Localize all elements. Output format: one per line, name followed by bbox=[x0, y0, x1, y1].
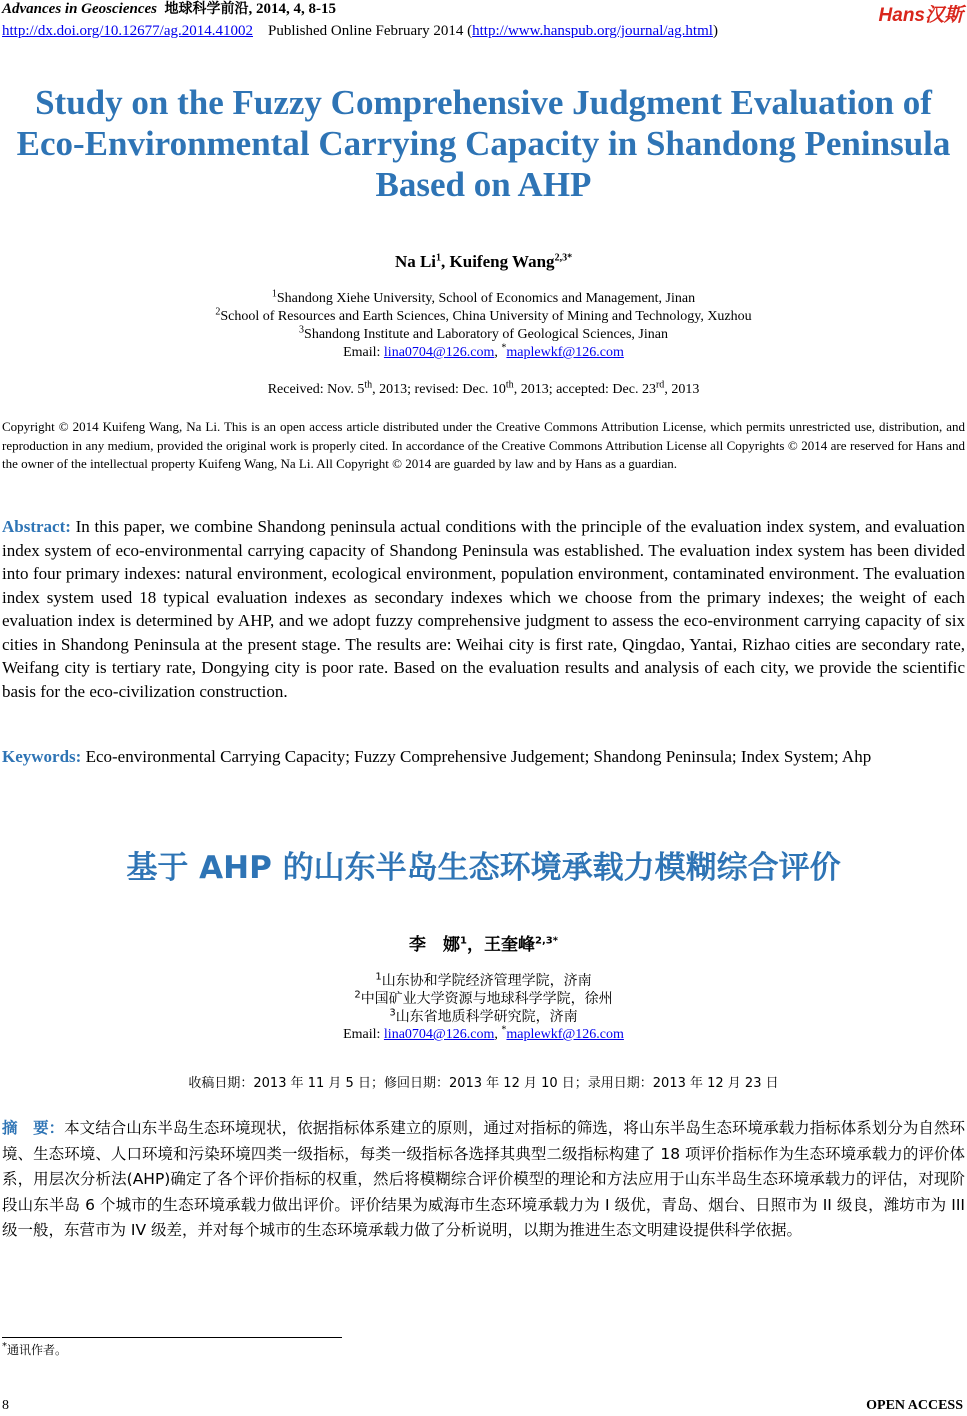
journal-url-link[interactable]: http://www.hanspub.org/journal/ag.html bbox=[472, 23, 713, 39]
title-line: Based on AHP bbox=[375, 165, 592, 204]
authors-en bbox=[0, 252, 967, 272]
copyright-notice: Copyright © 2014 Kuifeng Wang, Na Li. This is an open access article distributed under the Creative Commons Attribution License, which permits unrestricted use, distribution, and reproduction in any medium, provided the original work is properly cited. In accordance of the Creative Commons Attribution License all Copyrights © 2014 are reserved for Hans and the owner of the intellectual property Kuifeng Wang, Na Li. All Copyright © 2014 are guarded by law and by Hans as a guardian. bbox=[2, 419, 965, 471]
header-links bbox=[2, 22, 718, 41]
affiliation-sup: 1 bbox=[271, 288, 277, 300]
email-link-1[interactable]: lina0704@126.com bbox=[383, 1027, 495, 1042]
author-sup: 2,3* bbox=[554, 252, 573, 264]
author-sup: 1 bbox=[460, 935, 467, 947]
affiliation-sup: 2 bbox=[354, 989, 361, 1001]
keywords-text: Eco-environmental Carrying Capacity; Fuzzy Comprehensive Judgement; Shandong Peninsula; Index System; Ahp bbox=[85, 747, 872, 766]
email-separator: , bbox=[494, 345, 502, 360]
received-part: , 2013 bbox=[664, 382, 700, 397]
affiliation bbox=[0, 326, 967, 344]
affiliation-text: 山东省地质科学研究院，济南 bbox=[395, 1009, 578, 1025]
author-separator: , bbox=[441, 252, 450, 271]
received-part: , 2013; revised: Dec. 10 bbox=[372, 382, 506, 397]
affiliation-text: 中国矿业大学资源与地球科学学院，徐州 bbox=[360, 991, 613, 1007]
title-line: Study on the Fuzzy Comprehensive Judgment Evaluation of bbox=[35, 83, 932, 122]
affiliation bbox=[0, 290, 967, 308]
abstract-cn bbox=[2, 1116, 965, 1244]
footnote bbox=[2, 1341, 67, 1358]
footnote-text: 通讯作者。 bbox=[7, 1343, 68, 1357]
date-suffix: th bbox=[364, 379, 373, 391]
doi-link[interactable]: http://dx.doi.org/10.12677/ag.2014.41002 bbox=[2, 23, 253, 39]
author-separator: ， bbox=[467, 935, 484, 955]
open-access-label: OPEN ACCESS bbox=[866, 1398, 963, 1413]
received-part: , 2013; accepted: Dec. 23 bbox=[513, 382, 656, 397]
email-link-1[interactable]: lina0704@126.com bbox=[383, 345, 495, 360]
affiliation-text: School of Resources and Earth Sciences, China University of Mining and Technology, Xuzhou bbox=[220, 309, 752, 324]
abstract-en bbox=[2, 515, 965, 703]
published-text: Published Online February 2014 ( bbox=[267, 23, 473, 39]
affiliations-en bbox=[0, 290, 967, 362]
journal-header bbox=[2, 0, 336, 19]
affiliation bbox=[0, 990, 967, 1008]
author-sup: 1 bbox=[436, 252, 442, 264]
email-sup: * bbox=[501, 342, 507, 354]
email-label: Email: bbox=[343, 1027, 384, 1042]
author-name: Kuifeng Wang bbox=[449, 252, 555, 271]
email-separator: , bbox=[494, 1027, 502, 1042]
page-number: 8 bbox=[2, 1398, 9, 1413]
email-label: Email: bbox=[343, 345, 384, 360]
abstract-label: Abstract: bbox=[2, 517, 71, 536]
journal-name: Advances in Geosciences bbox=[2, 1, 157, 17]
email-line bbox=[0, 1026, 967, 1044]
email-link-2[interactable]: maplewkf@126.com bbox=[506, 345, 624, 360]
keywords-en bbox=[2, 745, 965, 768]
abstract-label: 摘 要： bbox=[2, 1119, 65, 1137]
received-part: Received: Nov. 5 bbox=[267, 382, 365, 397]
email-link-2[interactable]: maplewkf@126.com bbox=[506, 1027, 624, 1042]
email-line bbox=[0, 344, 967, 362]
hans-logo: Hans汉斯 bbox=[878, 5, 963, 26]
affiliation-sup: 3 bbox=[389, 1007, 396, 1019]
journal-name-cn: 地球科学前沿 bbox=[164, 1, 249, 17]
title-line: Eco-Environmental Carrying Capacity in Shandong Peninsula bbox=[16, 124, 951, 163]
abstract-text: 本文结合山东半岛生态环境现状，依据指标体系建立的原则，通过对指标的筛选，将山东半岛生态环境承载力指标体系划分为自然环境、生态环境、人口环境和污染环境四类一级指标，每类一级指标各选择其典型二级指标构建了 18 项评价指标作为生态环境承载力的评价体系，用层次分析法(AHP)确定了各个评价指标的权重，然后将模糊综合评价模型的理论和方法应用于山东半岛生态环境承载力的评估，对现阶段山东半岛 6 个城市的生态环境承载力做出评价。评价结果为威海市生态环境承载力为 I 级优，青岛、烟台、日照市为 II 级良，潍坊市为 III 级一般，东营市为 IV 级差，并对每个城市的生态环境承载力做了分析说明，以期为推进生态文明建设提供科学依据。 bbox=[2, 1119, 965, 1239]
keywords-label: Keywords: bbox=[2, 747, 82, 766]
author-name: Na Li bbox=[394, 252, 437, 271]
footnote-rule bbox=[2, 1337, 342, 1338]
received-dates-en bbox=[0, 379, 967, 398]
authors-cn bbox=[0, 930, 967, 955]
affiliation-sup: 1 bbox=[375, 971, 382, 983]
affiliation-sup: 2 bbox=[215, 306, 221, 318]
published-close: ) bbox=[712, 23, 718, 39]
author-name: 李 娜 bbox=[409, 935, 461, 955]
email-sup: * bbox=[501, 1024, 507, 1036]
footnote-sup: * bbox=[2, 1341, 7, 1352]
affiliation-sup: 3 bbox=[299, 324, 305, 336]
affiliations-cn bbox=[0, 972, 967, 1044]
author-sup: 2,3* bbox=[535, 935, 558, 947]
affiliation bbox=[0, 972, 967, 990]
abstract-text: In this paper, we combine Shandong peninsula actual conditions with the principle of the evaluation index system, and evaluation index system of eco-environmental carrying capacity of Shandong Peninsula was established. The evaluation index system has been divided into four primary indexes: natural environment, ecological environment, population environment, contaminated environment. The evaluation index system used 18 typical evaluation indexes as secondary indexes which we choose from the primary indexes; the weight of each evaluation index is determined by AHP, and we adopt fuzzy comprehensive judgment to assess the eco-environment carrying capacity of six cities in Shandong Peninsula at the present stage. The results are: Weihai city is first rate, Qingdao, Yantai, Rizhao cities are secondary rate, Weifang city is tertiary rate, Dongying city is poor rate. Based on the evaluation results and analysis of each city, we provide the scientific basis for the eco-civilization construction. bbox=[2, 517, 965, 701]
date-suffix: th bbox=[505, 379, 514, 391]
author-name: 王奎峰 bbox=[484, 935, 535, 955]
received-dates-cn: 收稿日期：2013 年 11 月 5 日；修回日期：2013 年 12 月 10 日；录用日期：2013 年 12 月 23 日 bbox=[188, 1076, 779, 1091]
paper-title-en bbox=[0, 82, 967, 205]
affiliation bbox=[0, 308, 967, 326]
date-suffix: rd bbox=[655, 379, 665, 391]
affiliation-text: 山东协和学院经济管理学院，济南 bbox=[381, 973, 592, 989]
affiliation-text: Shandong Xiehe University, School of Economics and Management, Jinan bbox=[276, 291, 696, 306]
volume-info: , 2014, 4, 8-15 bbox=[248, 1, 336, 17]
affiliation bbox=[0, 1008, 967, 1026]
affiliation-text: Shandong Institute and Laboratory of Geological Sciences, Jinan bbox=[304, 327, 668, 342]
paper-title-cn: 基于 AHP 的山东半岛生态环境承载力模糊综合评价 bbox=[126, 850, 841, 886]
